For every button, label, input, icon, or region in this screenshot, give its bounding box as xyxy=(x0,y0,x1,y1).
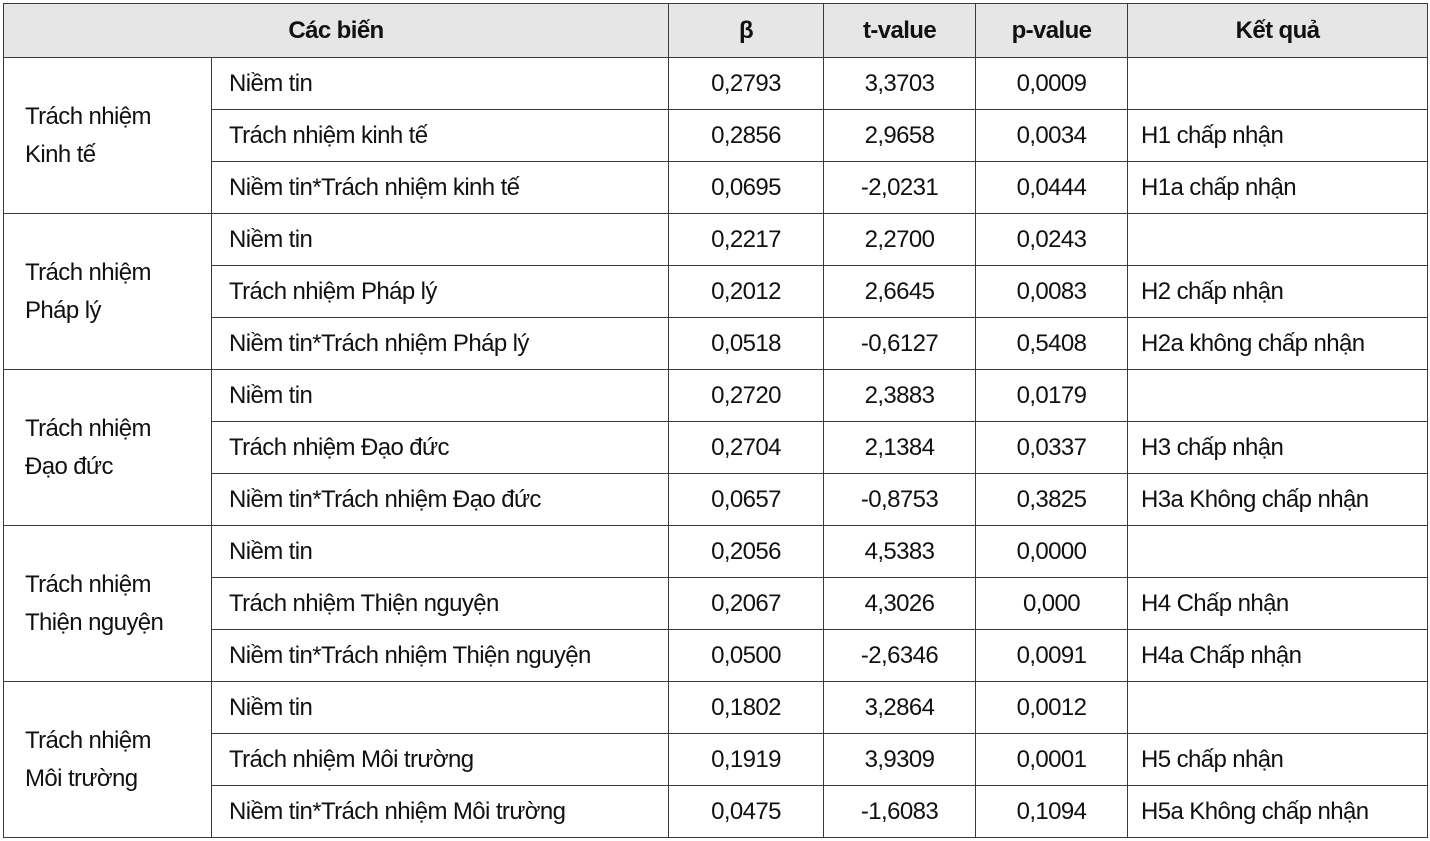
beta-cell: 0,2720 xyxy=(669,370,824,422)
header-p-value: p-value xyxy=(976,4,1128,58)
p-value-cell: 0,0000 xyxy=(976,526,1128,578)
t-value-cell: -0,8753 xyxy=(824,474,976,526)
t-value-cell: -0,6127 xyxy=(824,318,976,370)
t-value-cell: -2,0231 xyxy=(824,162,976,214)
t-value-cell: 3,3703 xyxy=(824,58,976,110)
p-value-cell: 0,0091 xyxy=(976,630,1128,682)
t-value-cell: 2,3883 xyxy=(824,370,976,422)
variable-cell: Niềm tin*Trách nhiệm Đạo đức xyxy=(212,474,669,526)
table-row xyxy=(4,526,1428,578)
variable-cell: Niềm tin xyxy=(212,526,669,578)
table-row xyxy=(4,370,1428,422)
p-value-cell: 0,0034 xyxy=(976,110,1128,162)
result-cell: H4 Chấp nhận xyxy=(1128,578,1428,630)
p-value-cell: 0,0009 xyxy=(976,58,1128,110)
t-value-cell: 4,3026 xyxy=(824,578,976,630)
group-label-line2: Kinh tế xyxy=(25,140,96,168)
beta-cell: 0,0475 xyxy=(669,786,824,838)
table-row xyxy=(4,578,1428,630)
p-value-cell: 0,3825 xyxy=(976,474,1128,526)
result-cell: H1 chấp nhận xyxy=(1128,110,1428,162)
group-label-line1: Trách nhiệm xyxy=(25,258,151,286)
p-value-cell: 0,5408 xyxy=(976,318,1128,370)
table-row xyxy=(4,58,1428,110)
group-label-line1: Trách nhiệm xyxy=(25,570,151,598)
group-label-line2: Đạo đức xyxy=(25,452,113,480)
p-value-cell: 0,0444 xyxy=(976,162,1128,214)
group-label-line2: Thiện nguyện xyxy=(25,608,164,636)
p-value-cell: 0,0243 xyxy=(976,214,1128,266)
beta-cell: 0,2217 xyxy=(669,214,824,266)
variable-cell: Trách nhiệm Thiện nguyện xyxy=(212,578,669,630)
group-label xyxy=(4,370,212,526)
group-label xyxy=(4,214,212,370)
table-row xyxy=(4,630,1428,682)
beta-cell: 0,0695 xyxy=(669,162,824,214)
result-cell xyxy=(1128,682,1428,734)
t-value-cell: 2,6645 xyxy=(824,266,976,318)
variable-cell: Niềm tin xyxy=(212,682,669,734)
variable-cell: Trách nhiệm Môi trường xyxy=(212,734,669,786)
variable-cell: Niềm tin*Trách nhiệm Pháp lý xyxy=(212,318,669,370)
p-value-cell: 0,000 xyxy=(976,578,1128,630)
header-t-value: t-value xyxy=(824,4,976,58)
table-row xyxy=(4,214,1428,266)
header-row xyxy=(4,4,1428,58)
group-label xyxy=(4,682,212,838)
t-value-cell: 2,1384 xyxy=(824,422,976,474)
group-label xyxy=(4,58,212,214)
table-row xyxy=(4,786,1428,838)
variable-cell: Niềm tin*Trách nhiệm Môi trường xyxy=(212,786,669,838)
variable-cell: Niềm tin*Trách nhiệm Thiện nguyện xyxy=(212,630,669,682)
beta-cell: 0,2056 xyxy=(669,526,824,578)
table-row xyxy=(4,318,1428,370)
variable-cell: Niềm tin xyxy=(212,214,669,266)
beta-cell: 0,0500 xyxy=(669,630,824,682)
p-value-cell: 0,0001 xyxy=(976,734,1128,786)
beta-cell: 0,0657 xyxy=(669,474,824,526)
group-label-line1: Trách nhiệm xyxy=(25,414,151,442)
variable-cell: Niềm tin xyxy=(212,58,669,110)
result-cell xyxy=(1128,370,1428,422)
table-body xyxy=(4,58,1428,838)
t-value-cell: 3,2864 xyxy=(824,682,976,734)
t-value-cell: -1,6083 xyxy=(824,786,976,838)
table-container xyxy=(3,3,1428,838)
t-value-cell: 2,2700 xyxy=(824,214,976,266)
t-value-cell: 2,9658 xyxy=(824,110,976,162)
variable-cell: Niềm tin*Trách nhiệm kinh tế xyxy=(212,162,669,214)
table-row xyxy=(4,474,1428,526)
header-beta: β xyxy=(669,4,824,58)
p-value-cell: 0,0083 xyxy=(976,266,1128,318)
group-label-line1: Trách nhiệm xyxy=(25,102,151,130)
result-cell xyxy=(1128,214,1428,266)
t-value-cell: 4,5383 xyxy=(824,526,976,578)
t-value-cell: 3,9309 xyxy=(824,734,976,786)
beta-cell: 0,2793 xyxy=(669,58,824,110)
result-cell: H2a không chấp nhận xyxy=(1128,318,1428,370)
p-value-cell: 0,0179 xyxy=(976,370,1128,422)
beta-cell: 0,1802 xyxy=(669,682,824,734)
table-row xyxy=(4,266,1428,318)
variable-cell: Niềm tin xyxy=(212,370,669,422)
header-result: Kết quả xyxy=(1128,4,1428,58)
result-cell: H2 chấp nhận xyxy=(1128,266,1428,318)
result-cell xyxy=(1128,526,1428,578)
result-cell: H5 chấp nhận xyxy=(1128,734,1428,786)
p-value-cell: 0,0012 xyxy=(976,682,1128,734)
result-cell: H3a Không chấp nhận xyxy=(1128,474,1428,526)
result-cell: H1a chấp nhận xyxy=(1128,162,1428,214)
variable-cell: Trách nhiệm Pháp lý xyxy=(212,266,669,318)
result-cell: H4a Chấp nhận xyxy=(1128,630,1428,682)
regression-results-table xyxy=(3,3,1428,838)
beta-cell: 0,2012 xyxy=(669,266,824,318)
result-cell xyxy=(1128,58,1428,110)
table-header xyxy=(4,4,1428,58)
header-variables: Các biến xyxy=(4,4,669,58)
group-label-line2: Môi trường xyxy=(25,764,138,792)
table-row xyxy=(4,682,1428,734)
beta-cell: 0,2856 xyxy=(669,110,824,162)
result-cell: H5a Không chấp nhận xyxy=(1128,786,1428,838)
p-value-cell: 0,0337 xyxy=(976,422,1128,474)
table-row xyxy=(4,422,1428,474)
result-cell: H3 chấp nhận xyxy=(1128,422,1428,474)
beta-cell: 0,1919 xyxy=(669,734,824,786)
beta-cell: 0,2704 xyxy=(669,422,824,474)
table-row xyxy=(4,110,1428,162)
variable-cell: Trách nhiệm Đạo đức xyxy=(212,422,669,474)
p-value-cell: 0,1094 xyxy=(976,786,1128,838)
group-label-line2: Pháp lý xyxy=(25,296,101,324)
group-label-line1: Trách nhiệm xyxy=(25,726,151,754)
beta-cell: 0,2067 xyxy=(669,578,824,630)
t-value-cell: -2,6346 xyxy=(824,630,976,682)
variable-cell: Trách nhiệm kinh tế xyxy=(212,110,669,162)
table-row xyxy=(4,162,1428,214)
beta-cell: 0,0518 xyxy=(669,318,824,370)
table-row xyxy=(4,734,1428,786)
group-label xyxy=(4,526,212,682)
